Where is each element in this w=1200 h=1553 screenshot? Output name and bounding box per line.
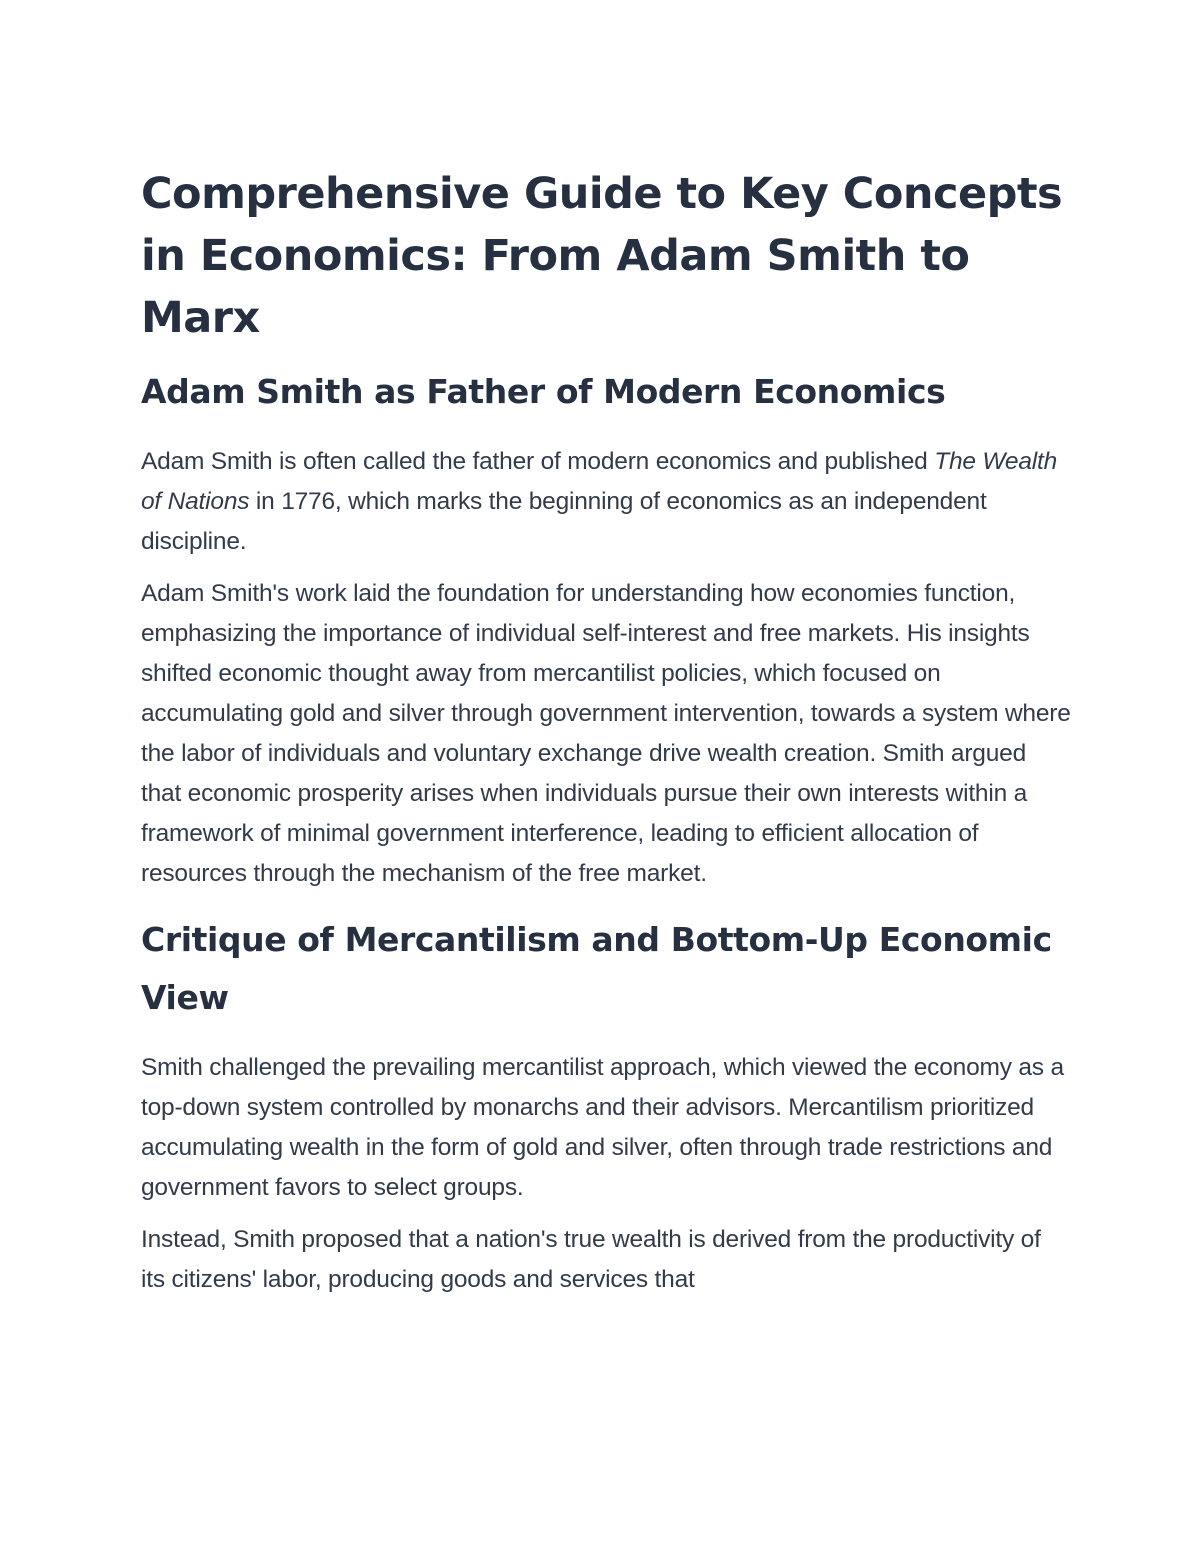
document-title: Comprehensive Guide to Key Concepts in Economics: From Adam Smith to Marx [141,169,1063,343]
book-title: The Wealth of Nations [141,448,1058,515]
section-heading-adam-smith: Adam Smith as Father of Modern Economics [141,372,946,411]
paragraph-outro-text: in 1776, which marks the beginning of economics as an independent discipline. [141,488,987,555]
document-page [141,163,1071,1300]
paragraph-smith-challenge: Smith challenged the prevailing mercantilist approach, which viewed the economy as a top-down system controlled by monarchs and their advisors. Mercantilism prioritized accumulating wealth in the form of gold and silver, often through trade restrictions and government favors to select groups. [141,1054,1064,1201]
paragraph-intro-text: Adam Smith is often called the father of modern economics and published [141,448,935,475]
paragraph-smith-foundation: Adam Smith's work laid the foundation for understanding how economies function, emphasizing the importance of individual self-interest and free markets. His insights shifted economic thought away from mercantilist policies, which focused on accumulating gold and silver through government intervention, towards a system where the labor of individuals and voluntary exchange drive wealth creation. Smith argued that economic prosperity arises when individuals pursue their own interests within a framework of minimal government interference, leading to efficient allocation of resources through the mechanism of the free market. [141,580,1071,887]
paragraph-true-wealth: Instead, Smith proposed that a nation's true wealth is derived from the productivity of its citizens' labor, producing goods and services that [141,1226,1041,1293]
paragraph-wealth-of-nations [141,442,1071,562]
section-heading-mercantilism: Critique of Mercantilism and Bottom-Up Economic View [141,920,1052,1017]
